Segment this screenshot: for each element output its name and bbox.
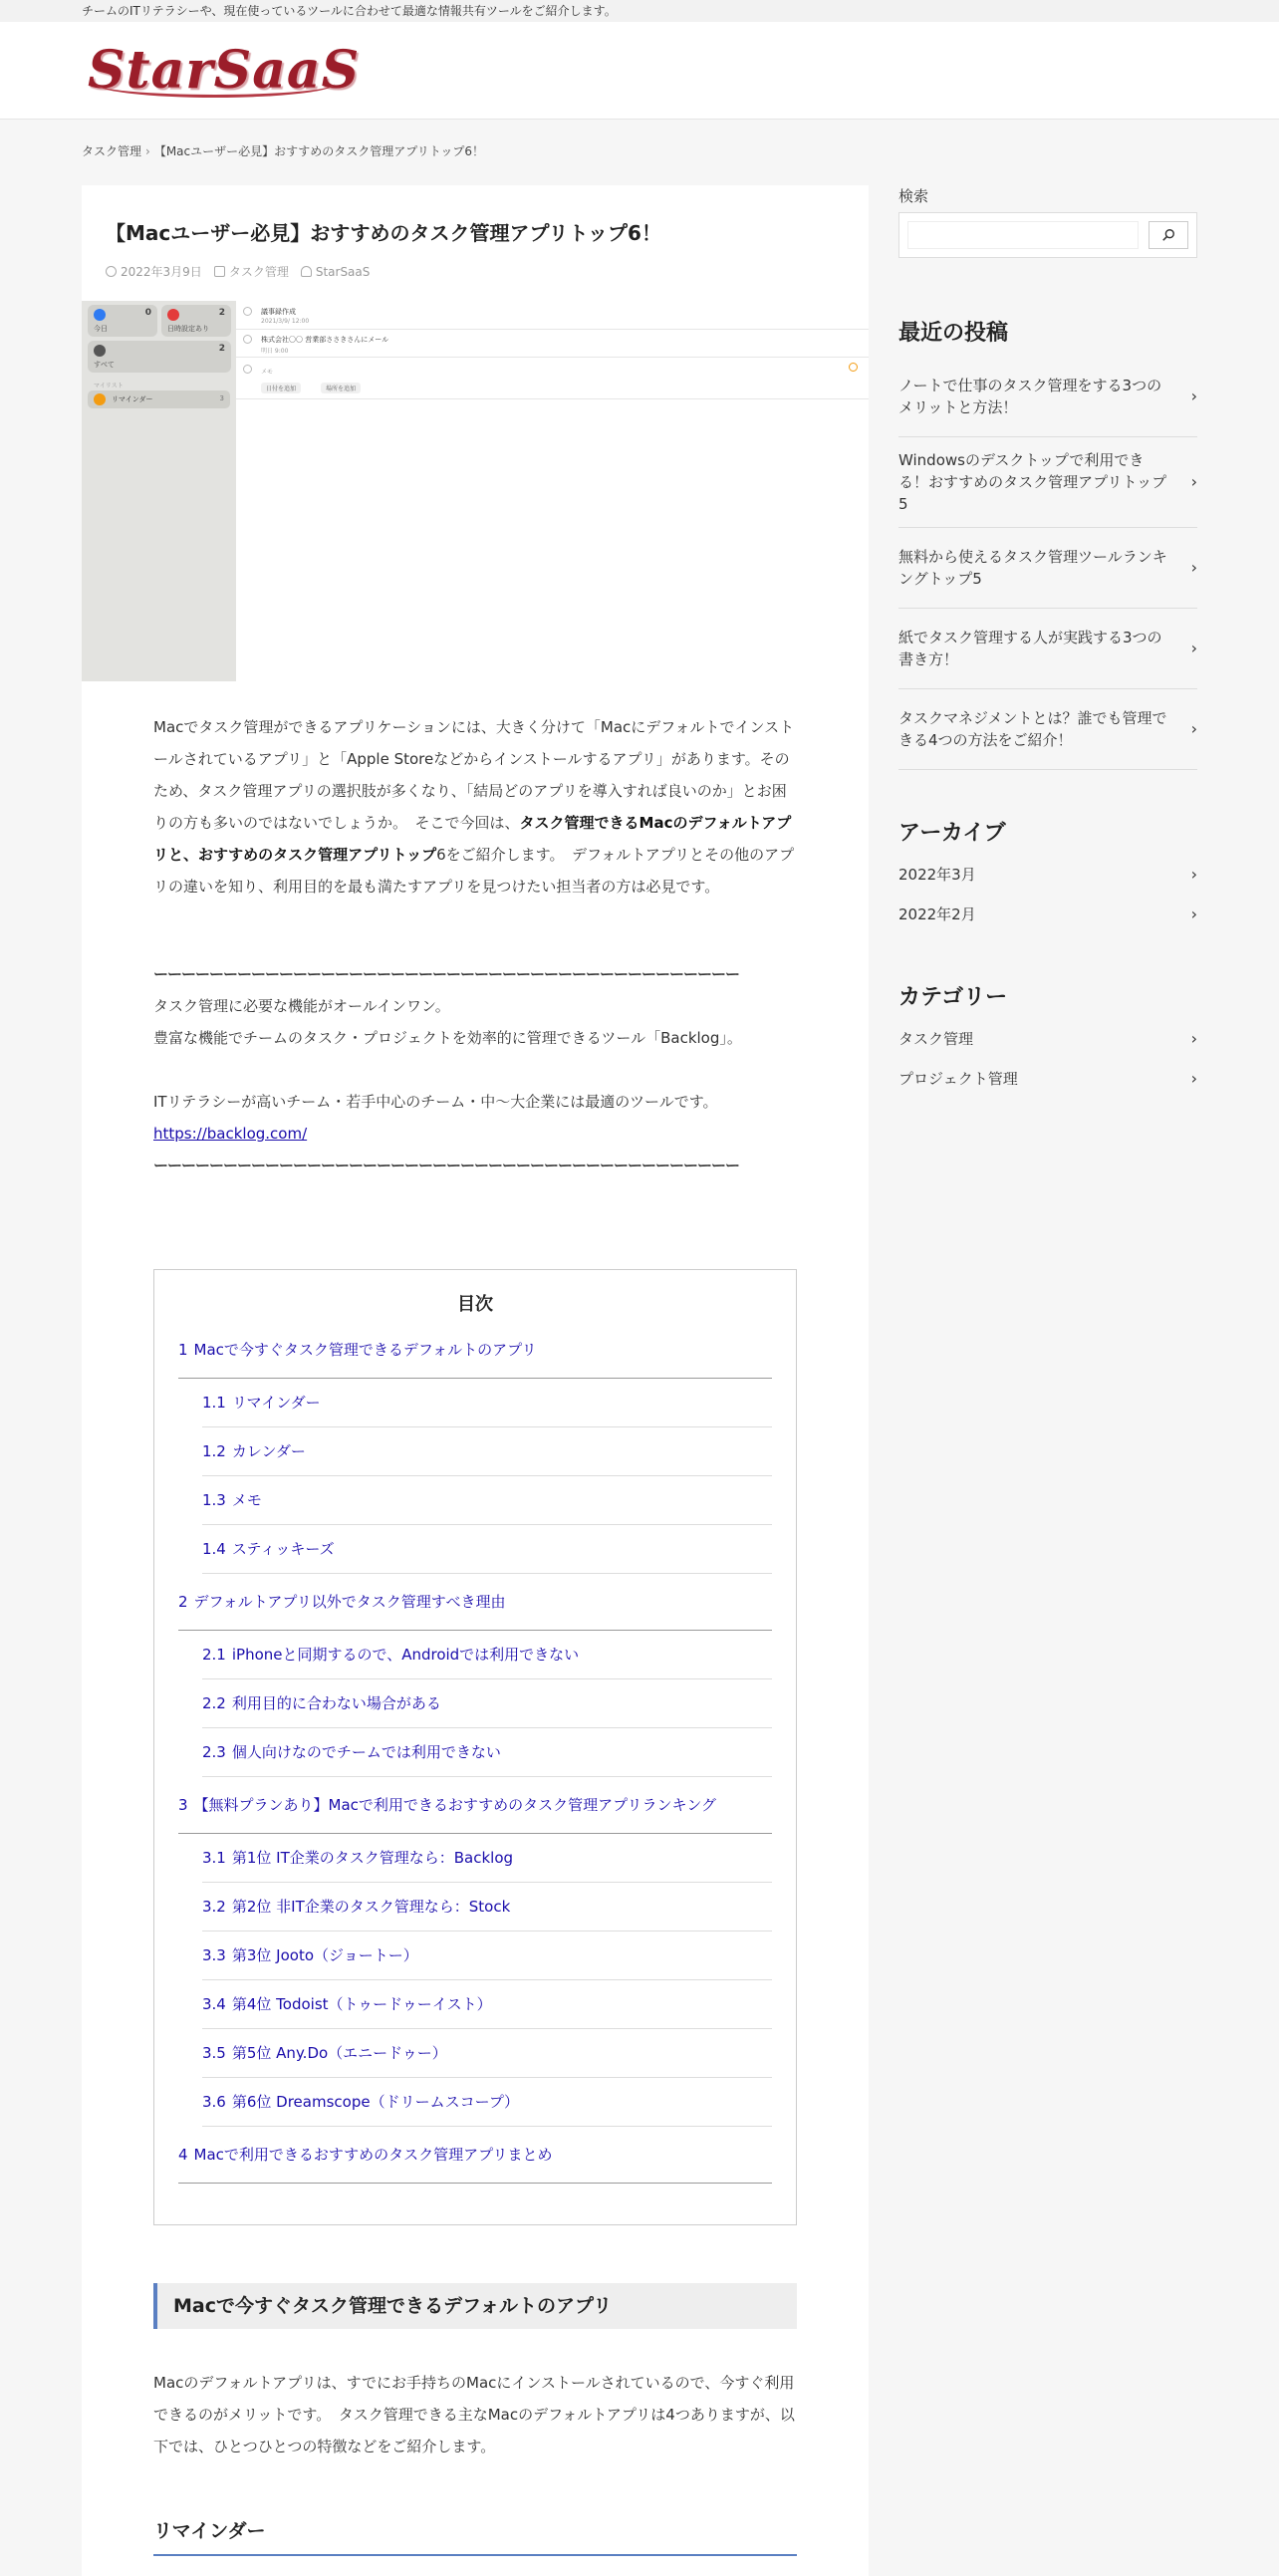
toc-item-label: 利用目的に合わない場合がある (231, 1694, 441, 1712)
hero-tile-dot (167, 309, 179, 321)
intro-paragraph (153, 711, 797, 902)
toc-item[interactable] (202, 2078, 772, 2127)
user-icon (301, 266, 312, 277)
toc-item-label: スティッキーズ (231, 1540, 335, 1558)
site-tagline: チームのITリテラシーや、現在使っているツールに合わせて最適な情報共有ツールをご紹介します。 (0, 0, 1279, 22)
toc-item-label: 第4位 Todoist（トゥードゥーイスト） (231, 1995, 492, 2013)
ad-divider: ーーーーーーーーーーーーーーーーーーーーーーーーーーーーーーーーーーーーーーーーーー (153, 1157, 740, 1174)
hero-divider (236, 398, 869, 399)
recent-post-item[interactable] (898, 528, 1197, 609)
post-date-text: 2022年3月9日 (121, 265, 202, 279)
recent-post-item-label: タスクマネジメントとは？誰でも管理できる4つの方法をご紹介！ (898, 709, 1167, 749)
toc-item-label: リマインダー (231, 1394, 321, 1412)
recent-post-item[interactable] (898, 437, 1197, 528)
chevron-right-icon: › (1190, 904, 1197, 923)
recent-post-item-label: Windowsのデスクトップで利用できる！おすすめのタスク管理アプリトップ5 (898, 451, 1167, 513)
chevron-right-icon: › (1190, 472, 1197, 491)
toc-item-label: 第3位 Jooto（ジョートー） (231, 1946, 418, 1964)
info-icon (849, 363, 858, 372)
toc-item-label: 第6位 Dreamscope（ドリームスコープ） (231, 2093, 519, 2111)
toc-item-number: 2.3 (202, 1743, 226, 1761)
toc-item-number: 3.6 (202, 2093, 226, 2111)
hero-tile-label: 日時設定あり (167, 325, 209, 333)
toc-item[interactable] (178, 1322, 772, 1379)
toc-item-label: 第5位 Any.Do（エニードゥー） (231, 2044, 447, 2062)
search-icon (1161, 228, 1175, 242)
hero-tile-label: 今日 (94, 325, 108, 333)
category-list (898, 1019, 1197, 1099)
hero-check-circle (243, 335, 252, 344)
hero-reminder-dot (94, 393, 106, 405)
category-item[interactable] (898, 1019, 1197, 1059)
search-form (898, 212, 1197, 258)
toc-item-number: 3.2 (202, 1898, 226, 1916)
category-title: カテゴリー (898, 985, 1008, 1010)
toc-item[interactable] (202, 2029, 772, 2078)
toc-item[interactable] (178, 2127, 772, 2184)
hero-row-title: メモ (261, 369, 274, 376)
toc-item-label: Macで今すぐタスク管理できるデフォルトのアプリ (193, 1341, 537, 1359)
post-category[interactable] (214, 263, 289, 280)
search-input[interactable] (907, 221, 1139, 249)
recent-post-item-label: ノートで仕事のタスク管理をする3つのメリットと方法！ (898, 377, 1162, 416)
breadcrumb-separator: › (145, 144, 150, 158)
post-category-text: タスク管理 (228, 265, 289, 279)
chevron-right-icon: › (1190, 639, 1197, 657)
hero-row-sub: 明日 9:00 (261, 348, 289, 355)
archive-item-label: 2022年2月 (898, 905, 976, 923)
toc-item[interactable] (202, 1427, 772, 1476)
hero-tile-dot (94, 309, 106, 321)
toc-item-number: 3.1 (202, 1849, 226, 1867)
toc-item[interactable] (202, 1679, 772, 1728)
hero-tile-num: 2 (218, 344, 225, 354)
toc-item-label: 第2位 非IT企業のタスク管理なら：Stock (231, 1898, 511, 1916)
toc-item-number: 4 (178, 2146, 188, 2164)
ad-line-2: 豊富な機能でチームのタスク・プロジェクトを効率的に管理できるツール「Backlog」。 (153, 1029, 742, 1047)
toc-item[interactable] (202, 1980, 772, 2029)
post-title: 【Macユーザー必見】おすすめのタスク管理アプリトップ6！ (106, 221, 661, 245)
toc-item[interactable] (178, 1777, 772, 1834)
toc-item-label: メモ (231, 1491, 262, 1509)
post-meta (106, 263, 370, 280)
category-item-label: プロジェクト管理 (898, 1070, 1018, 1088)
hero-tile-scheduled (161, 305, 231, 337)
hero-sidebar (82, 301, 236, 681)
toc-item-number: 1.2 (202, 1442, 226, 1460)
table-of-contents (153, 1269, 797, 2225)
recent-post-item[interactable] (898, 357, 1197, 437)
toc-item[interactable] (202, 1476, 772, 1525)
archive-item[interactable] (898, 895, 1197, 934)
archive-list (898, 855, 1197, 934)
toc-item-label: 個人向けなのでチームでは利用できない (231, 1743, 501, 1761)
toc-item-number: 2 (178, 1593, 188, 1611)
hero-reminder-label: リマインダー (112, 395, 153, 403)
archive-item[interactable] (898, 855, 1197, 895)
toc-item-label: iPhoneと同期するので、Androidでは利用できない (231, 1646, 580, 1664)
sidebar (898, 185, 1197, 1099)
hero-divider (236, 329, 869, 330)
archive-title: アーカイブ (898, 821, 1006, 846)
post-author[interactable] (301, 263, 371, 280)
toc-item-number: 2.2 (202, 1694, 226, 1712)
hero-tile-today (88, 305, 157, 337)
recent-post-item[interactable] (898, 609, 1197, 689)
toc-item-number: 2.1 (202, 1646, 226, 1664)
recent-posts-list (898, 357, 1197, 770)
hero-tile-num: 2 (218, 308, 225, 318)
toc-item-number: 3.4 (202, 1995, 226, 2013)
toc-item-label: デフォルトアプリ以外でタスク管理すべき理由 (193, 1593, 506, 1611)
chevron-right-icon: › (1190, 386, 1197, 405)
toc-item-label: カレンダー (231, 1442, 306, 1460)
site-header (0, 22, 1279, 120)
hero-row-sub: 2021/3/9/ 12:00 (261, 318, 310, 325)
chevron-right-icon: › (1190, 558, 1197, 577)
toc-item[interactable] (202, 1883, 772, 1932)
site-logo[interactable] (88, 36, 361, 106)
toc-item[interactable] (202, 1728, 772, 1777)
toc-item-label: Macで利用できるおすすめのタスク管理アプリまとめ (193, 2146, 553, 2164)
hero-tile-num: 0 (144, 308, 151, 318)
toc-item[interactable] (202, 1834, 772, 1883)
chevron-right-icon: › (1190, 1069, 1197, 1088)
section-text: Macのデフォルトアプリは、すでにお手持ちのMacにインストールされているので、今すぐ利用できるのがメリットです。 タスク管理できる主なMacのデフォルトアプリは4つありますが、以下では、ひとつひとつの特徴などをご紹介します。 (153, 2374, 795, 2455)
toc-item-number: 3.3 (202, 1946, 226, 1964)
hero-reminder-num: 3 (219, 394, 224, 402)
toc-item[interactable] (178, 1574, 772, 1631)
toc-item-number: 3.5 (202, 2044, 226, 2062)
recent-post-item-label: 無料から使えるタスク管理ツールランキングトップ5 (898, 548, 1167, 588)
clock-icon (106, 266, 117, 277)
toc-item-number: 1 (178, 1341, 188, 1359)
post-date (106, 263, 202, 280)
toc-item-number: 1.1 (202, 1394, 226, 1412)
hero-reminder-list (88, 390, 230, 408)
toc-list (178, 1322, 772, 2184)
toc-item-label: 【無料プランあり】Macで利用できるおすすめのタスク管理アプリランキング (193, 1796, 717, 1814)
intro-bold: タスク管理できるMacのデフォルトアプリと、おすすめのタスク管理アプリトップ (153, 814, 792, 864)
hero-image (82, 301, 869, 681)
toc-item[interactable] (202, 1932, 772, 1980)
hero-divider (236, 357, 869, 358)
hero-check-circle (243, 307, 252, 316)
breadcrumb (82, 142, 484, 159)
chevron-right-icon: › (1190, 1029, 1197, 1048)
category-item-label: タスク管理 (898, 1030, 974, 1048)
article-card (82, 185, 869, 2576)
chevron-right-icon: › (1190, 865, 1197, 884)
toc-item[interactable] (202, 1631, 772, 1679)
hero-row-title: 議事録作成 (261, 308, 296, 316)
hero-row-title: 株式会社〇〇 営業部ささきさんにメール (261, 336, 389, 344)
ad-line-1: タスク管理に必要な機能がオールインワン。 (153, 997, 450, 1015)
breadcrumb-current: 【Macユーザー必見】おすすめのタスク管理アプリトップ6！ (153, 144, 485, 158)
chevron-right-icon: › (1190, 719, 1197, 738)
hero-add-date: 日付を追加 (261, 383, 301, 393)
logo-text: StarSaaS (88, 40, 361, 101)
ad-spacer (153, 1054, 797, 1086)
subsection-heading: リマインダー (153, 2516, 797, 2556)
toc-item[interactable] (202, 1379, 772, 1427)
hero-tile-label: すべて (94, 361, 115, 369)
hero-tile-all (88, 341, 231, 373)
toc-item-number: 1.4 (202, 1540, 226, 1558)
folder-icon (214, 266, 225, 277)
breadcrumb-category-link[interactable]: タスク管理 (82, 144, 142, 158)
recent-post-item[interactable] (898, 689, 1197, 770)
backlog-link[interactable]: https://backlog.com/ (153, 1125, 308, 1143)
hero-add-location: 場所を追加 (321, 383, 361, 393)
post-author-text: StarSaaS (315, 264, 371, 279)
toc-title: 目次 (457, 1294, 493, 1315)
section-heading: Macで今すぐタスク管理できるデフォルトのアプリ (153, 2283, 797, 2329)
search-button[interactable] (1149, 221, 1188, 249)
ad-divider: ーーーーーーーーーーーーーーーーーーーーーーーーーーーーーーーーーーーーーーーーーー (153, 965, 740, 983)
intro-text: 6をご紹介します。 デフォルトアプリとその他のアプリの違いを知り、利用目的を最も満たすアプリを見つけたい担当者の方は必見です。 (153, 846, 795, 896)
ad-line-3: ITリテラシーが高いチーム・若手中心のチーム・中〜大企業には最適のツールです。 (153, 1093, 718, 1111)
archive-item-label: 2022年3月 (898, 866, 976, 884)
toc-item-number: 3 (178, 1796, 188, 1814)
category-item[interactable] (898, 1059, 1197, 1099)
recent-posts-title: 最近の投稿 (898, 321, 1009, 346)
toc-item[interactable] (202, 1525, 772, 1574)
intro-text: Macでタスク管理ができるアプリケーションには、大きく分けて「Macにデフォルトでインストールされているアプリ」と「Apple Storeなどからインストールするアプリ」があります。そのため、タスク管理アプリの選択肢が多くなり、「結局どのアプリを導入すれば良いのか」とお困りの方も多いのではないでしょうか。 そこで今回は、 (153, 718, 795, 832)
hero-section-label: マイリスト (94, 383, 124, 389)
ad-block (153, 958, 797, 1181)
hero-check-circle (243, 365, 252, 374)
recent-post-item-label: 紙でタスク管理する人が実践する3つの書き方！ (898, 629, 1162, 668)
hero-tile-dot (94, 345, 106, 357)
search-label: 検索 (898, 187, 929, 205)
toc-item-number: 1.3 (202, 1491, 226, 1509)
toc-item-label: 第1位 IT企業のタスク管理なら：Backlog (231, 1849, 514, 1867)
